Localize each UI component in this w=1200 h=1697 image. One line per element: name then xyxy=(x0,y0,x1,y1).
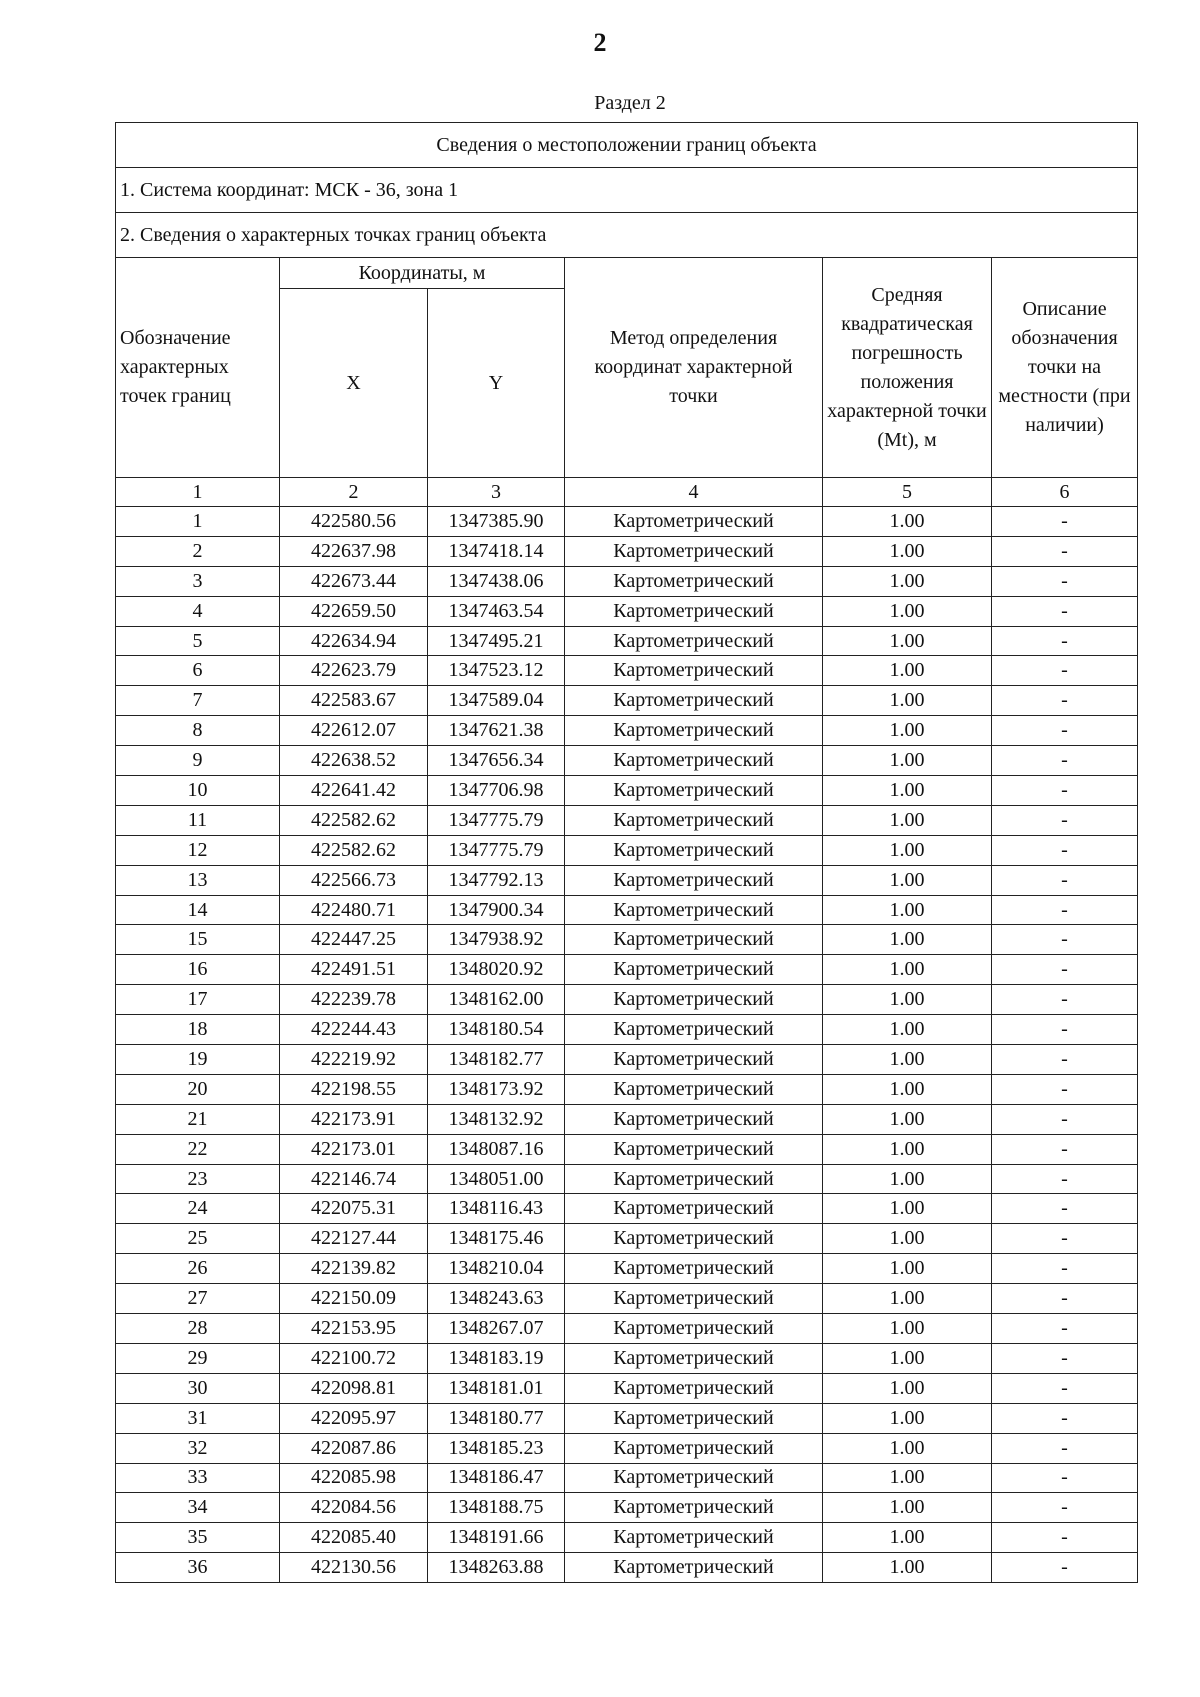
error-cell: 1.00 xyxy=(823,1403,992,1433)
description-cell: - xyxy=(992,1314,1138,1344)
method-cell: Картометрический xyxy=(565,626,823,656)
x-coordinate-cell: 422153.95 xyxy=(280,1314,428,1344)
table-row xyxy=(116,686,1138,716)
y-coordinate-cell: 1348173.92 xyxy=(428,1074,565,1104)
y-coordinate-cell: 1348132.92 xyxy=(428,1104,565,1134)
table-row xyxy=(116,596,1138,626)
x-coordinate-cell: 422491.51 xyxy=(280,955,428,985)
y-coordinate-cell: 1347523.12 xyxy=(428,656,565,686)
point-number-cell: 4 xyxy=(116,596,280,626)
point-number-cell: 22 xyxy=(116,1134,280,1164)
y-coordinate-cell: 1347775.79 xyxy=(428,835,565,865)
error-cell: 1.00 xyxy=(823,1074,992,1104)
x-coordinate-cell: 422641.42 xyxy=(280,776,428,806)
table-row xyxy=(116,716,1138,746)
method-cell: Картометрический xyxy=(565,1493,823,1523)
x-coordinate-cell: 422583.67 xyxy=(280,686,428,716)
point-number-cell: 29 xyxy=(116,1343,280,1373)
point-number-cell: 32 xyxy=(116,1433,280,1463)
description-cell: - xyxy=(992,626,1138,656)
error-cell: 1.00 xyxy=(823,507,992,537)
y-coordinate-cell: 1348182.77 xyxy=(428,1045,565,1075)
method-cell: Картометрический xyxy=(565,1433,823,1463)
x-coordinate-cell: 422659.50 xyxy=(280,596,428,626)
column-number: 4 xyxy=(565,478,823,507)
description-cell: - xyxy=(992,1164,1138,1194)
description-cell: - xyxy=(992,865,1138,895)
x-coordinate-cell: 422638.52 xyxy=(280,746,428,776)
description-cell: - xyxy=(992,955,1138,985)
method-cell: Картометрический xyxy=(565,1164,823,1194)
x-coordinate-cell: 422239.78 xyxy=(280,985,428,1015)
description-cell: - xyxy=(992,716,1138,746)
method-cell: Картометрический xyxy=(565,656,823,686)
description-cell: - xyxy=(992,1224,1138,1254)
point-number-cell: 17 xyxy=(116,985,280,1015)
y-coordinate-cell: 1347706.98 xyxy=(428,776,565,806)
table-row xyxy=(116,626,1138,656)
y-coordinate-cell: 1347775.79 xyxy=(428,805,565,835)
description-cell: - xyxy=(992,776,1138,806)
y-coordinate-cell: 1348175.46 xyxy=(428,1224,565,1254)
error-cell: 1.00 xyxy=(823,865,992,895)
point-number-cell: 19 xyxy=(116,1045,280,1075)
header-row xyxy=(116,258,1138,289)
error-cell: 1.00 xyxy=(823,1463,992,1493)
coordinate-system-row xyxy=(116,168,1138,213)
coordinate-system: 1. Система координат: МСК - 36, зона 1 xyxy=(116,168,1138,213)
x-coordinate-cell: 422580.56 xyxy=(280,507,428,537)
point-number-cell: 21 xyxy=(116,1104,280,1134)
description-cell: - xyxy=(992,1523,1138,1553)
y-coordinate-cell: 1347656.34 xyxy=(428,746,565,776)
point-number-cell: 8 xyxy=(116,716,280,746)
x-coordinate-cell: 422244.43 xyxy=(280,1015,428,1045)
description-cell: - xyxy=(992,1403,1138,1433)
error-cell: 1.00 xyxy=(823,596,992,626)
x-coordinate-cell: 422146.74 xyxy=(280,1164,428,1194)
table-row xyxy=(116,536,1138,566)
method-cell: Картометрический xyxy=(565,1134,823,1164)
table-row xyxy=(116,1523,1138,1553)
table-row xyxy=(116,1074,1138,1104)
error-cell: 1.00 xyxy=(823,1433,992,1463)
x-coordinate-cell: 422173.91 xyxy=(280,1104,428,1134)
table-row xyxy=(116,1254,1138,1284)
point-number-cell: 5 xyxy=(116,626,280,656)
description-cell: - xyxy=(992,1284,1138,1314)
y-coordinate-cell: 1348162.00 xyxy=(428,985,565,1015)
x-coordinate-cell: 422480.71 xyxy=(280,895,428,925)
y-coordinate-cell: 1348191.66 xyxy=(428,1523,565,1553)
description-cell: - xyxy=(992,1433,1138,1463)
x-coordinate-cell: 422623.79 xyxy=(280,656,428,686)
method-cell: Картометрический xyxy=(565,1254,823,1284)
table-row xyxy=(116,1373,1138,1403)
point-number-cell: 28 xyxy=(116,1314,280,1344)
y-coordinate-cell: 1348183.19 xyxy=(428,1343,565,1373)
point-number-cell: 18 xyxy=(116,1015,280,1045)
point-number-cell: 7 xyxy=(116,686,280,716)
y-coordinate-cell: 1347900.34 xyxy=(428,895,565,925)
y-coordinate-cell: 1347418.14 xyxy=(428,536,565,566)
y-coordinate-cell: 1347438.06 xyxy=(428,566,565,596)
error-cell: 1.00 xyxy=(823,746,992,776)
description-cell: - xyxy=(992,1134,1138,1164)
table-row xyxy=(116,955,1138,985)
error-cell: 1.00 xyxy=(823,776,992,806)
point-number-cell: 12 xyxy=(116,835,280,865)
table-row xyxy=(116,1015,1138,1045)
error-cell: 1.00 xyxy=(823,1373,992,1403)
table-row xyxy=(116,1194,1138,1224)
point-number-cell: 2 xyxy=(116,536,280,566)
table-row xyxy=(116,805,1138,835)
method-cell: Картометрический xyxy=(565,596,823,626)
description-cell: - xyxy=(992,1074,1138,1104)
point-number-cell: 15 xyxy=(116,925,280,955)
point-number-cell: 3 xyxy=(116,566,280,596)
method-cell: Картометрический xyxy=(565,1553,823,1583)
table-row xyxy=(116,835,1138,865)
method-cell: Картометрический xyxy=(565,566,823,596)
error-cell: 1.00 xyxy=(823,1104,992,1134)
points-heading-row xyxy=(116,213,1138,258)
page-number: 2 xyxy=(593,28,607,57)
header-error: Средняя квадратическая погрешность положения характерной точки (Mt), м xyxy=(823,258,992,478)
method-cell: Картометрический xyxy=(565,686,823,716)
y-coordinate-cell: 1348188.75 xyxy=(428,1493,565,1523)
y-coordinate-cell: 1347385.90 xyxy=(428,507,565,537)
point-number-cell: 30 xyxy=(116,1373,280,1403)
method-cell: Картометрический xyxy=(565,1194,823,1224)
y-coordinate-cell: 1348180.77 xyxy=(428,1403,565,1433)
point-number-cell: 26 xyxy=(116,1254,280,1284)
method-cell: Картометрический xyxy=(565,1463,823,1493)
x-coordinate-cell: 422100.72 xyxy=(280,1343,428,1373)
method-cell: Картометрический xyxy=(565,536,823,566)
description-cell: - xyxy=(992,1493,1138,1523)
method-cell: Картометрический xyxy=(565,985,823,1015)
point-number-cell: 33 xyxy=(116,1463,280,1493)
error-cell: 1.00 xyxy=(823,955,992,985)
column-number: 1 xyxy=(116,478,280,507)
header-description: Описание обозначения точки на местности (при наличии) xyxy=(992,258,1138,478)
error-cell: 1.00 xyxy=(823,1284,992,1314)
y-coordinate-cell: 1347463.54 xyxy=(428,596,565,626)
error-cell: 1.00 xyxy=(823,1314,992,1344)
method-cell: Картометрический xyxy=(565,805,823,835)
point-number-cell: 31 xyxy=(116,1403,280,1433)
method-cell: Картометрический xyxy=(565,955,823,985)
x-coordinate-cell: 422582.62 xyxy=(280,805,428,835)
points-heading: 2. Сведения о характерных точках границ объекта xyxy=(116,213,1138,258)
header-method: Метод определения координат характерной точки xyxy=(565,258,823,478)
table-row xyxy=(116,1164,1138,1194)
method-cell: Картометрический xyxy=(565,865,823,895)
point-number-cell: 14 xyxy=(116,895,280,925)
table-title-row xyxy=(116,123,1138,168)
x-coordinate-cell: 422085.40 xyxy=(280,1523,428,1553)
y-coordinate-cell: 1348181.01 xyxy=(428,1373,565,1403)
table-row xyxy=(116,1553,1138,1583)
column-number: 2 xyxy=(280,478,428,507)
error-cell: 1.00 xyxy=(823,566,992,596)
point-number-cell: 16 xyxy=(116,955,280,985)
description-cell: - xyxy=(992,1343,1138,1373)
error-cell: 1.00 xyxy=(823,925,992,955)
description-cell: - xyxy=(992,746,1138,776)
table-row xyxy=(116,1134,1138,1164)
error-cell: 1.00 xyxy=(823,1224,992,1254)
table-row xyxy=(116,985,1138,1015)
method-cell: Картометрический xyxy=(565,1373,823,1403)
description-cell: - xyxy=(992,1015,1138,1045)
error-cell: 1.00 xyxy=(823,1164,992,1194)
description-cell: - xyxy=(992,1463,1138,1493)
x-coordinate-cell: 422582.62 xyxy=(280,835,428,865)
method-cell: Картометрический xyxy=(565,1314,823,1344)
description-cell: - xyxy=(992,507,1138,537)
x-coordinate-cell: 422637.98 xyxy=(280,536,428,566)
header-y: Y xyxy=(428,289,565,478)
error-cell: 1.00 xyxy=(823,1523,992,1553)
table-row xyxy=(116,1343,1138,1373)
method-cell: Картометрический xyxy=(565,1074,823,1104)
description-cell: - xyxy=(992,1254,1138,1284)
points-table-body xyxy=(116,507,1138,1583)
method-cell: Картометрический xyxy=(565,1284,823,1314)
point-number-cell: 24 xyxy=(116,1194,280,1224)
description-cell: - xyxy=(992,1194,1138,1224)
section-title: Раздел 2 xyxy=(594,92,666,114)
error-cell: 1.00 xyxy=(823,895,992,925)
x-coordinate-cell: 422612.07 xyxy=(280,716,428,746)
description-cell: - xyxy=(992,1373,1138,1403)
error-cell: 1.00 xyxy=(823,985,992,1015)
x-coordinate-cell: 422130.56 xyxy=(280,1553,428,1583)
method-cell: Картометрический xyxy=(565,1523,823,1553)
column-number: 3 xyxy=(428,478,565,507)
method-cell: Картометрический xyxy=(565,1104,823,1134)
y-coordinate-cell: 1348087.16 xyxy=(428,1134,565,1164)
y-coordinate-cell: 1347792.13 xyxy=(428,865,565,895)
column-number: 5 xyxy=(823,478,992,507)
description-cell: - xyxy=(992,985,1138,1015)
y-coordinate-cell: 1348051.00 xyxy=(428,1164,565,1194)
header-point-designation: Обозначение характерных точек границ xyxy=(116,258,280,478)
x-coordinate-cell: 422098.81 xyxy=(280,1373,428,1403)
x-coordinate-cell: 422150.09 xyxy=(280,1284,428,1314)
table-title: Сведения о местоположении границ объекта xyxy=(116,123,1138,168)
x-coordinate-cell: 422095.97 xyxy=(280,1403,428,1433)
error-cell: 1.00 xyxy=(823,1553,992,1583)
x-coordinate-cell: 422634.94 xyxy=(280,626,428,656)
table-row xyxy=(116,1463,1138,1493)
method-cell: Картометрический xyxy=(565,835,823,865)
table-row xyxy=(116,1493,1138,1523)
x-coordinate-cell: 422219.92 xyxy=(280,1045,428,1075)
error-cell: 1.00 xyxy=(823,805,992,835)
y-coordinate-cell: 1347589.04 xyxy=(428,686,565,716)
y-coordinate-cell: 1348180.54 xyxy=(428,1015,565,1045)
point-number-cell: 35 xyxy=(116,1523,280,1553)
point-number-cell: 25 xyxy=(116,1224,280,1254)
method-cell: Картометрический xyxy=(565,507,823,537)
error-cell: 1.00 xyxy=(823,1134,992,1164)
error-cell: 1.00 xyxy=(823,1015,992,1045)
method-cell: Картометрический xyxy=(565,776,823,806)
description-cell: - xyxy=(992,596,1138,626)
description-cell: - xyxy=(992,805,1138,835)
x-coordinate-cell: 422566.73 xyxy=(280,865,428,895)
y-coordinate-cell: 1347938.92 xyxy=(428,925,565,955)
description-cell: - xyxy=(992,1045,1138,1075)
table-row xyxy=(116,1433,1138,1463)
table-row xyxy=(116,865,1138,895)
table-row xyxy=(116,566,1138,596)
error-cell: 1.00 xyxy=(823,1493,992,1523)
error-cell: 1.00 xyxy=(823,686,992,716)
table-row xyxy=(116,895,1138,925)
point-number-cell: 11 xyxy=(116,805,280,835)
y-coordinate-cell: 1348267.07 xyxy=(428,1314,565,1344)
x-coordinate-cell: 422085.98 xyxy=(280,1463,428,1493)
header-coordinates: Координаты, м xyxy=(280,258,565,289)
x-coordinate-cell: 422673.44 xyxy=(280,566,428,596)
error-cell: 1.00 xyxy=(823,536,992,566)
point-number-cell: 20 xyxy=(116,1074,280,1104)
point-number-cell: 36 xyxy=(116,1553,280,1583)
boundary-points-table xyxy=(115,122,1138,1583)
error-cell: 1.00 xyxy=(823,656,992,686)
method-cell: Картометрический xyxy=(565,1015,823,1045)
x-coordinate-cell: 422075.31 xyxy=(280,1194,428,1224)
table-row xyxy=(116,746,1138,776)
point-number-cell: 27 xyxy=(116,1284,280,1314)
point-number-cell: 23 xyxy=(116,1164,280,1194)
error-cell: 1.00 xyxy=(823,1194,992,1224)
error-cell: 1.00 xyxy=(823,1254,992,1284)
method-cell: Картометрический xyxy=(565,1403,823,1433)
table-row xyxy=(116,1314,1138,1344)
error-cell: 1.00 xyxy=(823,716,992,746)
description-cell: - xyxy=(992,1104,1138,1134)
table-row xyxy=(116,925,1138,955)
x-coordinate-cell: 422084.56 xyxy=(280,1493,428,1523)
x-coordinate-cell: 422447.25 xyxy=(280,925,428,955)
y-coordinate-cell: 1348243.63 xyxy=(428,1284,565,1314)
point-number-cell: 6 xyxy=(116,656,280,686)
column-numbers-row xyxy=(116,478,1138,507)
error-cell: 1.00 xyxy=(823,1045,992,1075)
column-number: 6 xyxy=(992,478,1138,507)
point-number-cell: 9 xyxy=(116,746,280,776)
table-row xyxy=(116,1284,1138,1314)
method-cell: Картометрический xyxy=(565,1045,823,1075)
y-coordinate-cell: 1348116.43 xyxy=(428,1194,565,1224)
table-row xyxy=(116,1104,1138,1134)
method-cell: Картометрический xyxy=(565,1343,823,1373)
x-coordinate-cell: 422087.86 xyxy=(280,1433,428,1463)
table-row xyxy=(116,656,1138,686)
description-cell: - xyxy=(992,686,1138,716)
y-coordinate-cell: 1348185.23 xyxy=(428,1433,565,1463)
table-row xyxy=(116,1224,1138,1254)
table-row xyxy=(116,1045,1138,1075)
description-cell: - xyxy=(992,895,1138,925)
error-cell: 1.00 xyxy=(823,1343,992,1373)
table-row xyxy=(116,776,1138,806)
x-coordinate-cell: 422198.55 xyxy=(280,1074,428,1104)
y-coordinate-cell: 1348020.92 xyxy=(428,955,565,985)
description-cell: - xyxy=(992,1553,1138,1583)
description-cell: - xyxy=(992,835,1138,865)
y-coordinate-cell: 1347621.38 xyxy=(428,716,565,746)
x-coordinate-cell: 422127.44 xyxy=(280,1224,428,1254)
header-x: X xyxy=(280,289,428,478)
error-cell: 1.00 xyxy=(823,626,992,656)
description-cell: - xyxy=(992,925,1138,955)
error-cell: 1.00 xyxy=(823,835,992,865)
description-cell: - xyxy=(992,566,1138,596)
method-cell: Картометрический xyxy=(565,1224,823,1254)
point-number-cell: 1 xyxy=(116,507,280,537)
description-cell: - xyxy=(992,536,1138,566)
y-coordinate-cell: 1348210.04 xyxy=(428,1254,565,1284)
x-coordinate-cell: 422173.01 xyxy=(280,1134,428,1164)
point-number-cell: 13 xyxy=(116,865,280,895)
table-row xyxy=(116,1403,1138,1433)
method-cell: Картометрический xyxy=(565,746,823,776)
method-cell: Картометрический xyxy=(565,716,823,746)
method-cell: Картометрический xyxy=(565,925,823,955)
description-cell: - xyxy=(992,656,1138,686)
x-coordinate-cell: 422139.82 xyxy=(280,1254,428,1284)
point-number-cell: 10 xyxy=(116,776,280,806)
method-cell: Картометрический xyxy=(565,895,823,925)
y-coordinate-cell: 1348263.88 xyxy=(428,1553,565,1583)
table-row xyxy=(116,507,1138,537)
y-coordinate-cell: 1348186.47 xyxy=(428,1463,565,1493)
y-coordinate-cell: 1347495.21 xyxy=(428,626,565,656)
point-number-cell: 34 xyxy=(116,1493,280,1523)
